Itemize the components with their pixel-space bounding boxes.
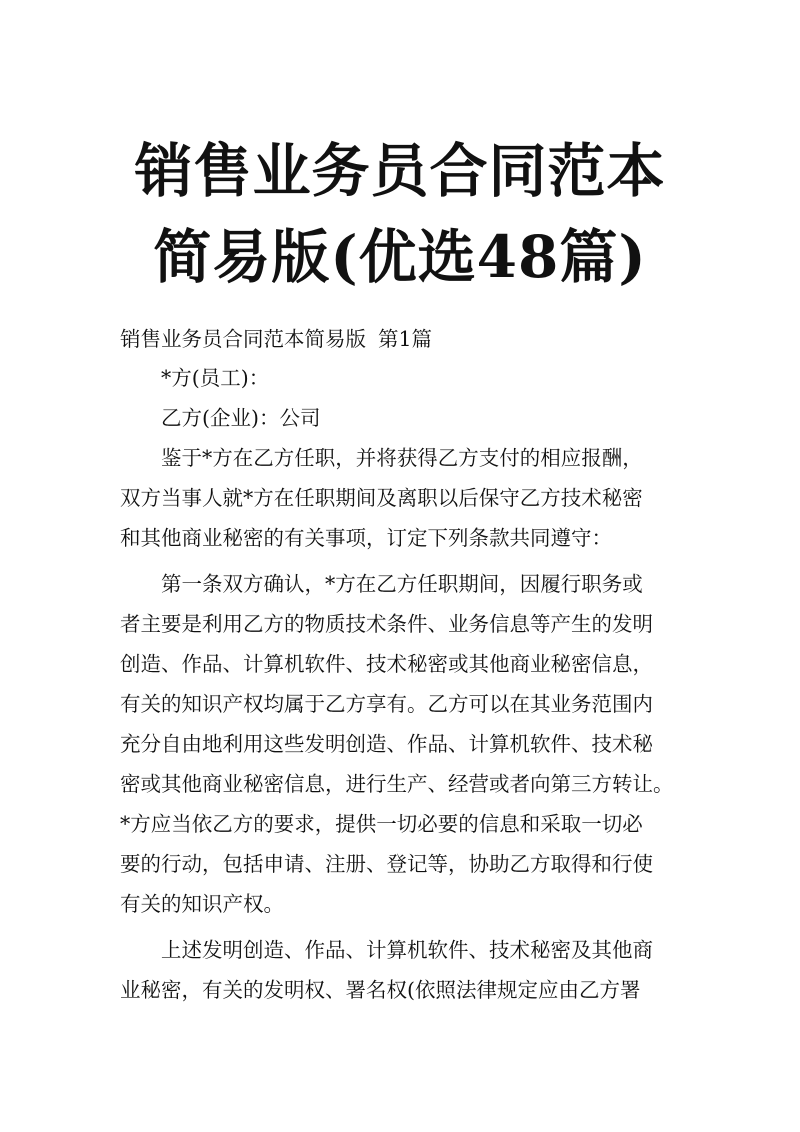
document-title [120, 128, 680, 300]
paragraph-preamble [120, 438, 680, 558]
paragraph-line: 创造、作品、计算机软件、技术秘密或其他商业秘密信息， [120, 652, 653, 676]
paragraph-line: 双方当事人就*方在任职期间及离职以后保守乙方技术秘密 [120, 486, 643, 510]
party-b-line [120, 398, 680, 438]
paragraph-line: 密或其他商业秘密信息，进行生产、经营或者向第三方转让。 [120, 772, 674, 796]
paragraph-ip-rights [120, 930, 680, 1010]
party-a-line [120, 358, 680, 398]
paragraph-line: *方应当依乙方的要求，提供一切必要的信息和采取一切必 [120, 812, 643, 836]
party-b-text: 乙方(企业)：公司 [161, 406, 321, 430]
paragraph-line: 有关的知识产权。 [120, 892, 284, 916]
party-a-text: *方(员工)： [161, 366, 270, 390]
paragraph-line: 充分自由地利用这些发明创造、作品、计算机软件、技术秘 [120, 732, 653, 756]
title-line-1: 销售业务员合同范本 [134, 137, 666, 205]
section-part-number: 第1篇 [378, 327, 433, 351]
paragraph-line: 业秘密，有关的发明权、署名权(依照法律规定应由乙方署 [120, 978, 641, 1002]
paragraph-line: 鉴于*方在乙方任职，并将获得乙方支付的相应报酬， [161, 446, 643, 470]
title-line-2: 简易版(优选48篇) [153, 223, 647, 291]
paragraph-line: 要的行动，包括申请、注册、登记等，协助乙方取得和行使 [120, 852, 653, 876]
paragraph-line: 者主要是利用乙方的物质技术条件、业务信息等产生的发明 [120, 612, 653, 636]
section-heading [120, 320, 680, 358]
paragraph-line: 上述发明创造、作品、计算机软件、技术秘密及其他商 [161, 938, 653, 962]
section-heading-text: 销售业务员合同范本简易版 [120, 327, 366, 351]
paragraph-article-1 [120, 564, 680, 924]
paragraph-line: 有关的知识产权均属于乙方享有。乙方可以在其业务范围内 [120, 692, 653, 716]
paragraph-line: 和其他商业秘密的有关事项，订定下列条款共同遵守： [120, 526, 612, 550]
paragraph-line: 第一条双方确认，*方在乙方任职期间，因履行职务或 [161, 572, 643, 596]
